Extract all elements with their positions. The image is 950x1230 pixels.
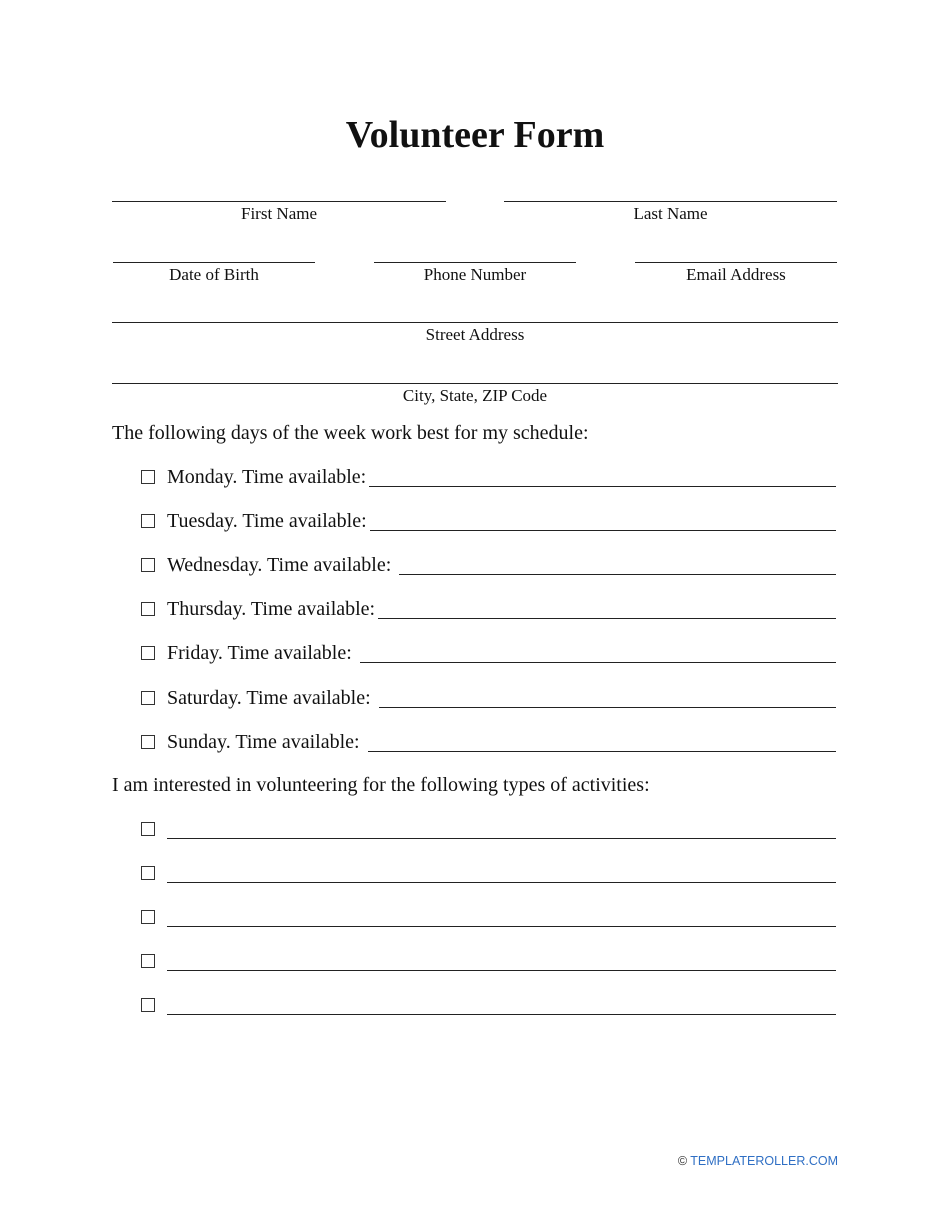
friday-time-line[interactable] [360,662,836,663]
activity-line[interactable] [167,838,836,839]
activity-line[interactable] [167,1014,836,1015]
activity-line[interactable] [167,970,836,971]
email-address-line[interactable] [635,262,837,263]
phone-number-field[interactable] [374,244,576,285]
day-row-thursday [141,596,836,622]
tuesday-label: Tuesday. Time available: [167,510,367,532]
footer [678,1154,838,1168]
activity-line[interactable] [167,882,836,883]
street-address-label: Street Address [425,325,525,344]
sunday-checkbox[interactable] [141,735,155,749]
first-name-label: First Name [240,204,318,223]
day-row-monday [141,464,836,490]
day-row-friday [141,640,836,666]
sunday-label: Sunday. Time available: [167,731,360,753]
saturday-checkbox[interactable] [141,691,155,705]
street-address-line[interactable] [112,322,838,323]
day-row-wednesday [141,552,836,578]
activity-checkbox[interactable] [141,998,155,1012]
monday-label: Monday. Time available: [167,466,367,488]
activity-row [141,948,836,974]
last-name-line[interactable] [504,201,837,202]
activity-row [141,904,836,930]
friday-label: Friday. Time available: [167,642,352,664]
phone-number-label: Phone Number [423,265,527,284]
email-address-label: Email Address [686,265,786,284]
activity-checkbox[interactable] [141,910,155,924]
phone-number-line[interactable] [374,262,576,263]
activity-checkbox[interactable] [141,866,155,880]
city-state-zip-label: City, State, ZIP Code [402,386,548,405]
street-address-field[interactable] [112,304,838,345]
city-state-zip-line[interactable] [112,383,838,384]
page-title: Volunteer Form [345,114,605,156]
activity-row [141,992,836,1018]
day-row-saturday [141,685,836,711]
day-row-tuesday [141,508,836,534]
schedule-prompt: The following days of the week work best for my schedule: [112,422,589,444]
activity-checkbox[interactable] [141,822,155,836]
monday-time-line[interactable] [369,486,836,487]
city-state-zip-field[interactable] [112,365,838,406]
thursday-checkbox[interactable] [141,602,155,616]
sunday-time-line[interactable] [368,751,836,752]
activity-checkbox[interactable] [141,954,155,968]
date-of-birth-line[interactable] [113,262,315,263]
tuesday-checkbox[interactable] [141,514,155,528]
thursday-time-line[interactable] [378,618,836,619]
footer-brand-link[interactable]: TEMPLATEROLLER.COM [690,1154,838,1168]
email-address-field[interactable] [635,244,837,285]
saturday-time-line[interactable] [379,707,836,708]
copyright-symbol: © [677,1154,688,1168]
friday-checkbox[interactable] [141,646,155,660]
last-name-field[interactable] [504,183,837,224]
wednesday-label: Wednesday. Time available: [167,554,392,576]
day-row-sunday [141,729,836,755]
wednesday-checkbox[interactable] [141,558,155,572]
activity-row [141,860,836,886]
date-of-birth-field[interactable] [113,244,315,285]
activities-prompt: I am interested in volunteering for the following types of activities: [112,774,650,796]
date-of-birth-label: Date of Birth [169,265,259,284]
saturday-label: Saturday. Time available: [167,687,371,709]
last-name-label: Last Name [633,204,708,223]
tuesday-time-line[interactable] [370,530,836,531]
wednesday-time-line[interactable] [399,574,836,575]
first-name-line[interactable] [112,201,446,202]
first-name-field[interactable] [112,183,446,224]
activity-line[interactable] [167,926,836,927]
thursday-label: Thursday. Time available: [167,598,376,620]
activity-row [141,816,836,842]
monday-checkbox[interactable] [141,470,155,484]
